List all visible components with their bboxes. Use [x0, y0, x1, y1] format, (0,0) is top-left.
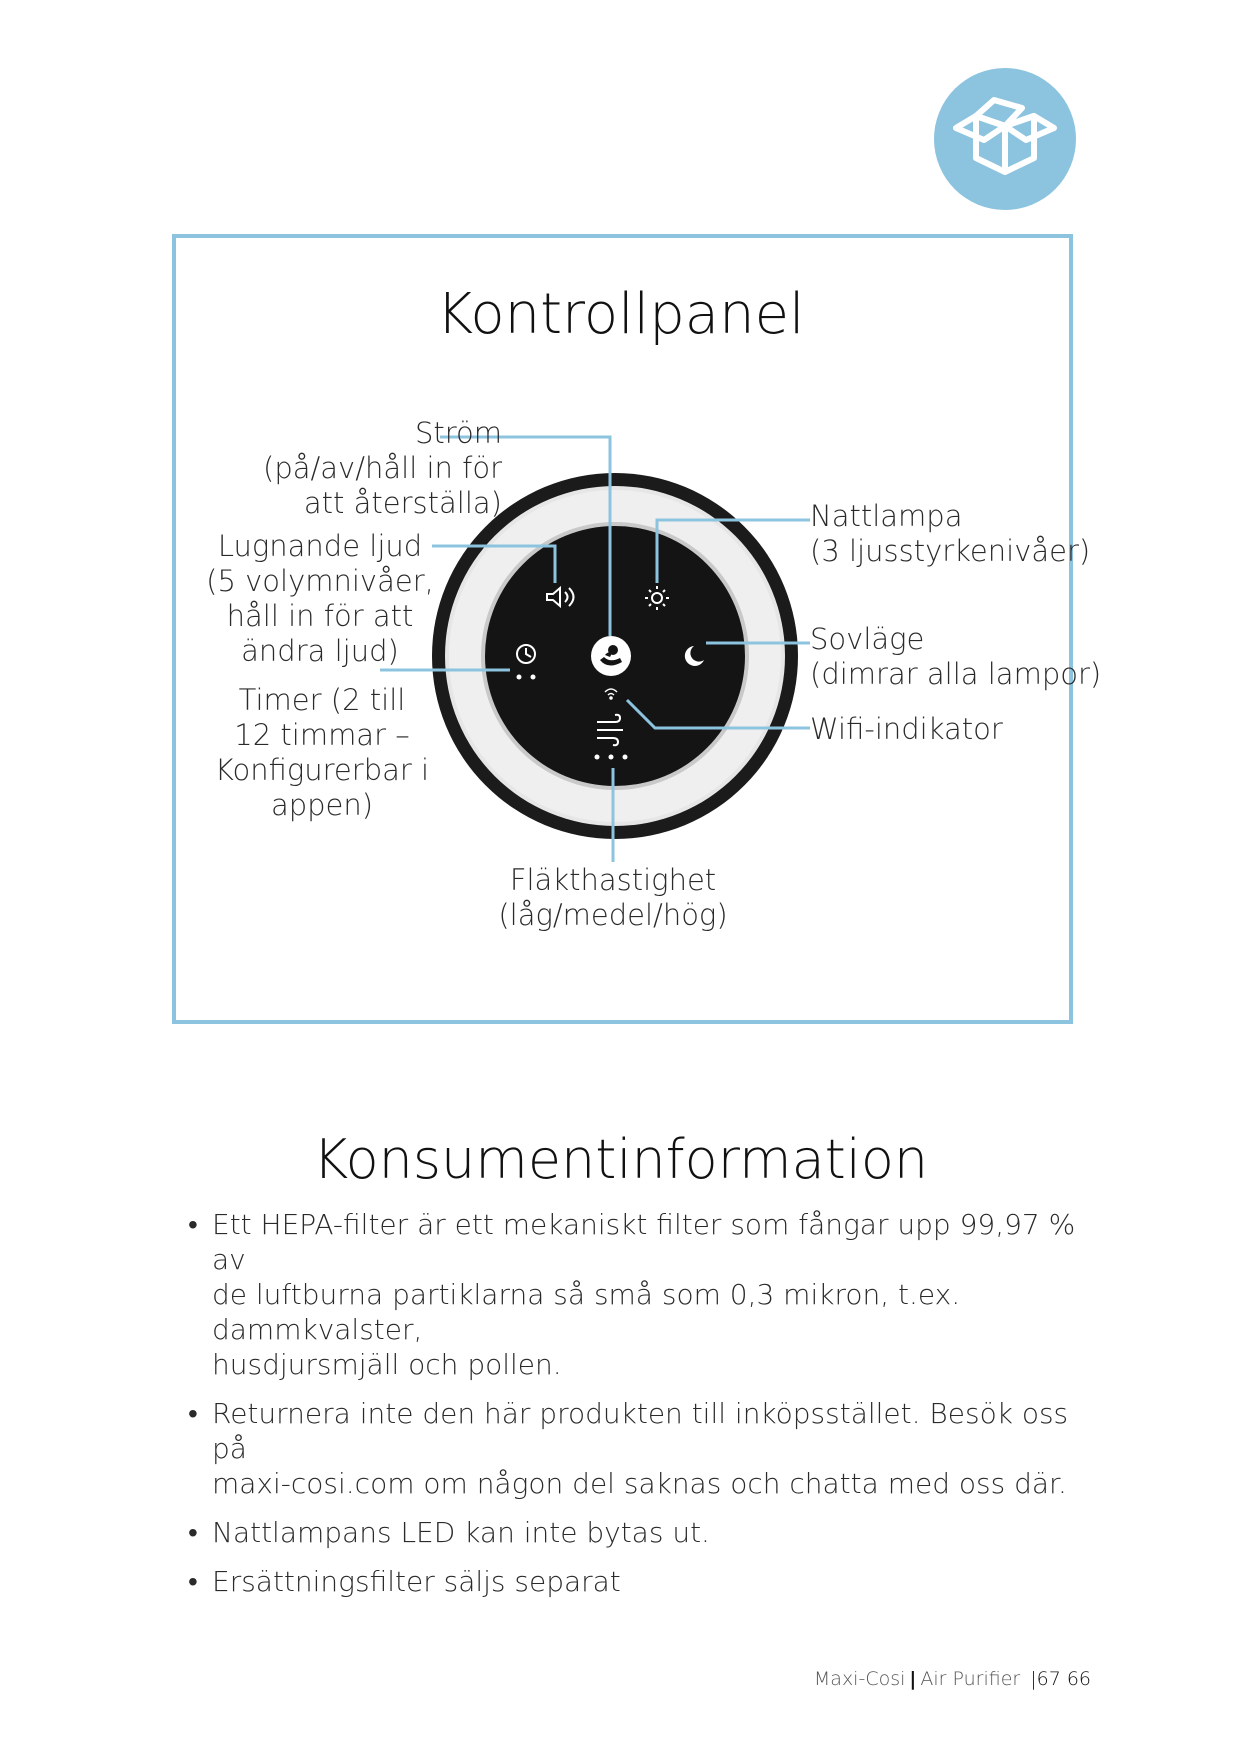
bullet: •	[188, 1397, 198, 1430]
list-item: • Nattlampans LED kan inte bytas ut.	[188, 1516, 710, 1549]
footer-product: Air Purifier	[920, 1668, 1021, 1690]
timer-label: Timer (2 till 12 timmar – Konfigurerbar i appen)	[214, 683, 430, 822]
power-label: Ström (på/av/håll in för att återställa)	[263, 416, 502, 520]
sound-label: Lugnande ljud (5 volymnivåer, håll in för att ändra ljud)	[206, 529, 434, 668]
control-panel-title: Kontrollpanel	[436, 282, 805, 347]
footer-brand: Maxi-Cosi	[813, 1668, 906, 1690]
footer-separator: |	[909, 1668, 917, 1690]
page-footer	[814, 1668, 1091, 1690]
power-button	[591, 636, 631, 676]
page-numbers: |67 66	[1030, 1668, 1091, 1690]
list-item: • Ersättningsfilter säljs separat	[188, 1565, 621, 1598]
bullet: •	[188, 1208, 198, 1241]
fan-label: Fläkthastighet (låg/medel/hög)	[498, 863, 728, 932]
list-item: • Returnera inte den här produkten till inköpsstället. Besök oss på maxi-cosi.com om någon del saknas och chatta med oss där.	[188, 1397, 1069, 1500]
bullet: •	[188, 1565, 198, 1598]
wifi-label: Wifi-indikator	[810, 712, 1003, 746]
consumer-info-list	[188, 1207, 1088, 1613]
nightlight-label: Nattlampa (3 ljusstyrkenivåer)	[810, 499, 1091, 568]
bullet: •	[188, 1516, 198, 1549]
sleep-label: Sovläge (dimrar alla lampor)	[810, 622, 1102, 691]
consumer-info-title: Konsumentinformation	[312, 1128, 929, 1191]
list-item: • Ett HEPA-filter är ett mekaniskt filter som fångar upp 99,97 % av de luftburna partiklarna så små som 0,3 mikron, t.ex. dammkvalster, husdjursmjäll och pollen.	[188, 1208, 1076, 1381]
